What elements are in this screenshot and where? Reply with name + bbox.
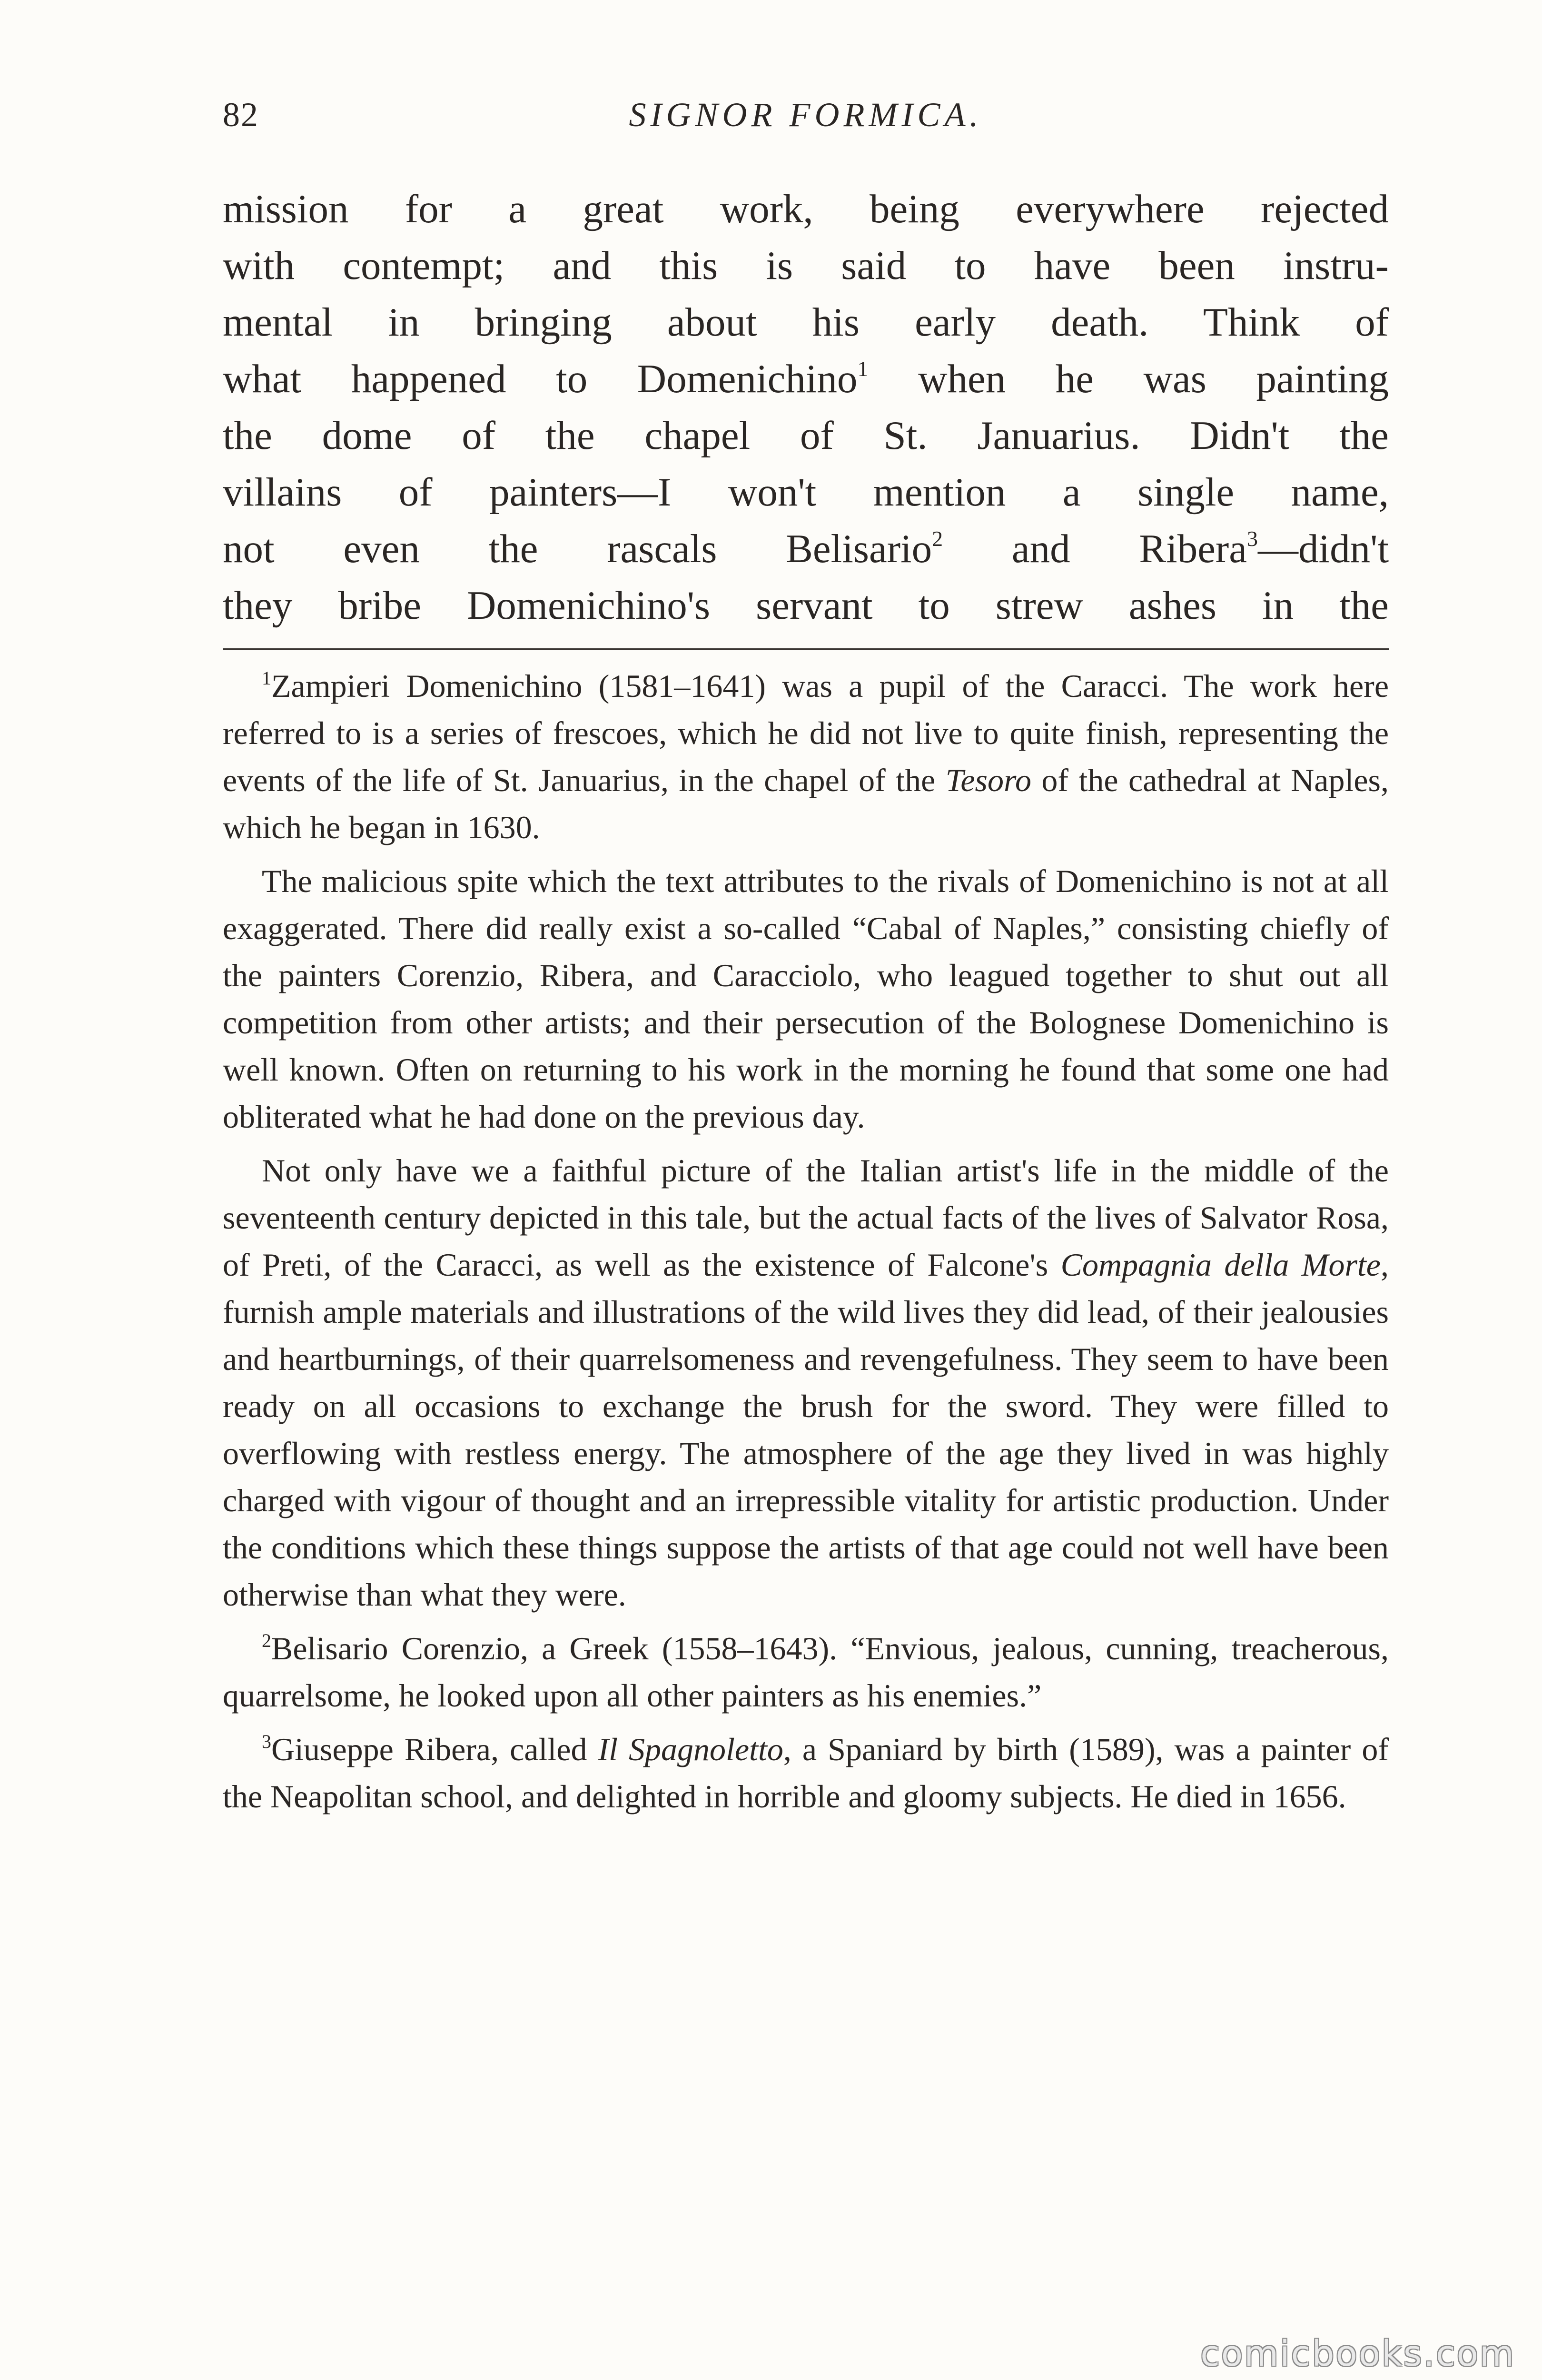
footnote-text: Not only have we a faithful picture of the Italian artist's life in the middle of the seventeenth century depicted in this tale, but the actual facts of the lives of Salvator Rosa, of Preti, of the Caracci, as well as the existence of Falcone's bbox=[223, 1152, 1389, 1283]
body-line: mission for a great work, being everywhere rejected bbox=[223, 187, 1389, 231]
body-line: the dome of the chapel of St. Januarius. Didn't the bbox=[223, 413, 1389, 458]
footnote-1-paragraph-2: The malicious spite which the text attributes to the rivals of Domenichino is not at all exaggerated. There did really exist a so-called “Cabal of Naples,” consisting chiefly of the painters Corenzio, Ribera, and Caracciolo, who leagued together to shut out all competition from other artists; and their persecution of the Bolognese Domenichino is well known. Often on returning to his work in the morning he found that some one had obliterated what he had done on the previous day. bbox=[223, 863, 1389, 1135]
footnote-text: , furnish ample materials and illustrations of the wild lives they did lead, of their jealousies and heartburnings, of their quarrelsomeness and revengefulness. They seem to have been ready on all occasions to exchange the brush for the sword. They were filled to overflowing with restless energy. The atmosphere of the age they lived in was highly charged with vigour of thought and an irrepressible vitality for artistic production. Under the conditions which these things suppose the artists of that age could not well have been otherwise than what they were. bbox=[223, 1247, 1389, 1613]
body-line-text: and Ribera bbox=[943, 526, 1247, 571]
footnote-italic: Compagnia della Morte bbox=[1060, 1247, 1381, 1283]
footnote-text: Zampieri Domenichino (1581–1641) was a pupil of the Caracci. The work here referred to is a series of frescoes, which he did not live to quite finish, representing the events of the life of St. Januarius, in the chapel of the bbox=[223, 668, 1389, 798]
footnote-1 bbox=[223, 663, 1389, 851]
footnote-text: of the cathedral at Naples, which he began in 1630. bbox=[223, 762, 1389, 845]
footnote-divider bbox=[223, 648, 1389, 650]
footnote-1-paragraph-3 bbox=[223, 1147, 1389, 1618]
body-line-text: when he was painting bbox=[868, 357, 1389, 401]
body-line-text: not even the rascals Belisario bbox=[223, 526, 932, 571]
body-line-text: what happened to Domenichino bbox=[223, 357, 858, 401]
footnote-marker: 3 bbox=[262, 1731, 271, 1752]
running-head bbox=[223, 90, 1389, 143]
footnote-text: , a Spaniard by birth (1589), was a painter of the Neapolitan school, and delighted in horrible and gloomy subjects. He died in 1656. bbox=[223, 1731, 1389, 1815]
footnote-italic: Tesoro bbox=[945, 762, 1031, 798]
page-number: 82 bbox=[223, 96, 259, 134]
footnote-3 bbox=[223, 1726, 1389, 1820]
body-text bbox=[223, 181, 1389, 634]
body-line: mental in bringing about his early death. Think of bbox=[223, 300, 1389, 345]
footnote-2 bbox=[223, 1625, 1389, 1719]
body-line-text: —didn't bbox=[1257, 526, 1389, 571]
body-line bbox=[223, 521, 1389, 577]
body-line bbox=[223, 351, 1389, 407]
footnote-ref-1[interactable]: 1 bbox=[857, 357, 869, 381]
footnote-ref-2[interactable]: 2 bbox=[932, 526, 943, 551]
running-title: SIGNOR FORMICA. bbox=[629, 96, 983, 134]
body-line: they bribe Domenichino's servant to strew ashes in the bbox=[223, 583, 1389, 628]
watermark: comicbooks.com bbox=[1200, 2333, 1515, 2374]
footnote-ref-3[interactable]: 3 bbox=[1246, 526, 1258, 551]
body-line: villains of painters—I won't mention a single name, bbox=[223, 470, 1389, 515]
body-line: with contempt; and this is said to have been instru- bbox=[223, 243, 1389, 288]
footnote-marker: 2 bbox=[262, 1630, 271, 1651]
footnote-text: Belisario Corenzio, a Greek (1558–1643). “Envious, jealous, cunning, treacherous, quarrelsome, he looked upon all other painters as his enemies.” bbox=[223, 1630, 1389, 1714]
footnote-text: Giuseppe Ribera, called bbox=[271, 1731, 598, 1767]
footnote-marker: 1 bbox=[262, 667, 271, 689]
footnote-italic: Il Spagnoletto bbox=[598, 1731, 783, 1767]
footnotes bbox=[223, 663, 1389, 1827]
